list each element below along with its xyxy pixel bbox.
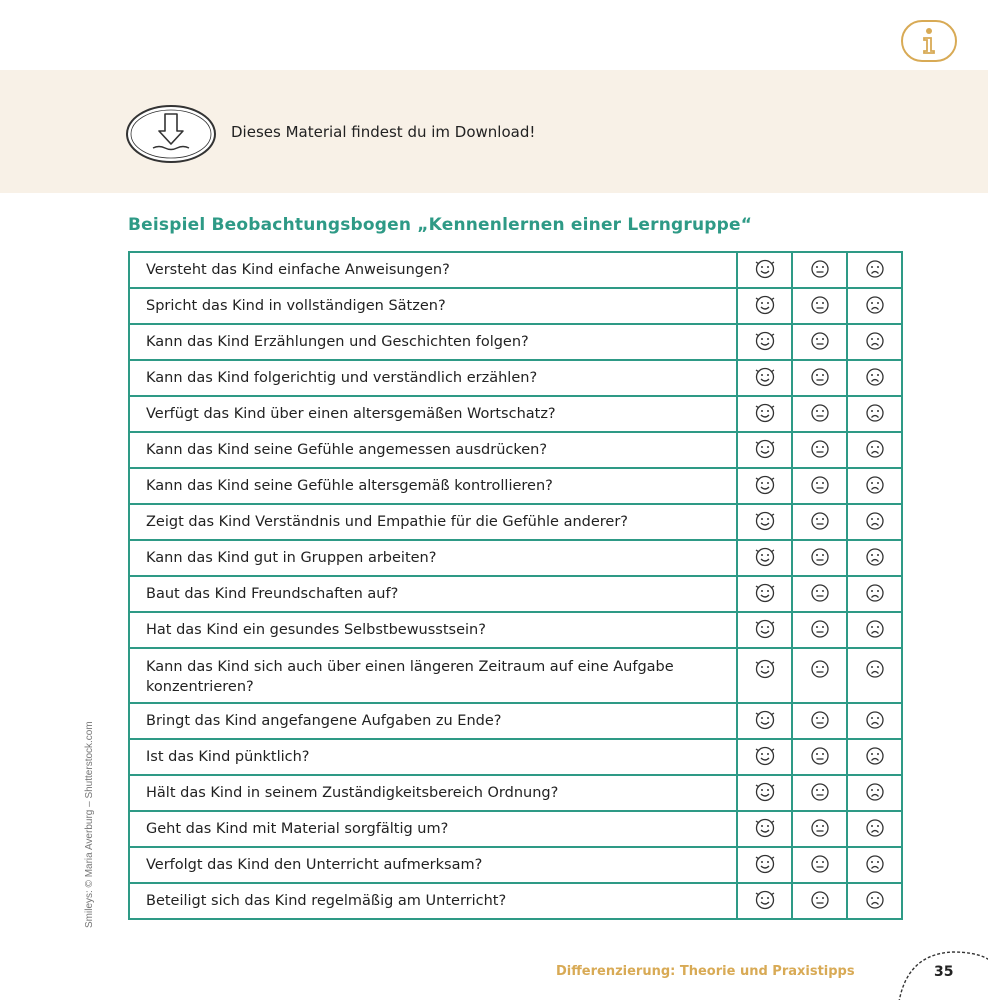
table-row [129, 432, 902, 468]
smiling-face-icon [753, 708, 777, 730]
smiling-face-icon [753, 365, 777, 387]
table-row [129, 739, 902, 775]
neutral-face-icon [808, 744, 832, 766]
neutral-face-icon [808, 257, 832, 279]
neutral-rating-cell[interactable] [792, 775, 847, 811]
question-cell: Kann das Kind Erzählungen und Geschichten folgen? [129, 324, 737, 360]
question-cell: Ist das Kind pünktlich? [129, 739, 737, 775]
table-row [129, 252, 902, 288]
smiling-face-icon [753, 509, 777, 531]
question-cell: Bringt das Kind angefangene Aufgaben zu Ende? [129, 703, 737, 739]
neutral-face-icon [808, 816, 832, 838]
question-cell: Zeigt das Kind Verständnis und Empathie für die Gefühle anderer? [129, 504, 737, 540]
happy-rating-cell[interactable] [737, 775, 792, 811]
info-badge [901, 20, 957, 62]
neutral-face-icon [808, 657, 832, 679]
sad-rating-cell[interactable] [847, 396, 902, 432]
neutral-rating-cell[interactable] [792, 324, 847, 360]
neutral-face-icon [808, 780, 832, 802]
neutral-rating-cell[interactable] [792, 612, 847, 648]
question-cell: Baut das Kind Freundschaften auf? [129, 576, 737, 612]
neutral-rating-cell[interactable] [792, 468, 847, 504]
frowning-face-icon [863, 473, 887, 495]
neutral-face-icon [808, 293, 832, 315]
frowning-face-icon [863, 852, 887, 874]
frowning-face-icon [863, 293, 887, 315]
table-row [129, 360, 902, 396]
neutral-face-icon [808, 473, 832, 495]
table-row [129, 324, 902, 360]
frowning-face-icon [863, 617, 887, 639]
frowning-face-icon [863, 708, 887, 730]
neutral-face-icon [808, 509, 832, 531]
sad-rating-cell[interactable] [847, 739, 902, 775]
question-cell: Kann das Kind seine Gefühle angemessen ausdrücken? [129, 432, 737, 468]
question-cell: Spricht das Kind in vollständigen Sätzen? [129, 288, 737, 324]
neutral-rating-cell[interactable] [792, 847, 847, 883]
smiling-face-icon [753, 401, 777, 423]
neutral-rating-cell[interactable] [792, 360, 847, 396]
download-note: Dieses Material findest du im Download! [231, 123, 536, 141]
table-row [129, 504, 902, 540]
question-cell: Hat das Kind ein gesundes Selbstbewusstsein? [129, 612, 737, 648]
neutral-face-icon [808, 852, 832, 874]
question-cell: Kann das Kind folgerichtig und verständlich erzählen? [129, 360, 737, 396]
sad-rating-cell[interactable] [847, 883, 902, 919]
neutral-rating-cell[interactable] [792, 648, 847, 703]
happy-rating-cell[interactable] [737, 432, 792, 468]
observation-table [128, 251, 903, 920]
info-icon [919, 27, 939, 55]
neutral-face-icon [808, 401, 832, 423]
happy-rating-cell[interactable] [737, 883, 792, 919]
smiling-face-icon [753, 581, 777, 603]
happy-rating-cell[interactable] [737, 811, 792, 847]
table-row [129, 811, 902, 847]
question-cell: Geht das Kind mit Material sorgfältig um? [129, 811, 737, 847]
frowning-face-icon [863, 329, 887, 351]
neutral-face-icon [808, 617, 832, 639]
neutral-rating-cell[interactable] [792, 883, 847, 919]
question-cell: Kann das Kind sich auch über einen längeren Zeitraum auf eine Aufgabe konzentrieren? [129, 648, 737, 703]
table-row [129, 468, 902, 504]
smiling-face-icon [753, 744, 777, 766]
smiling-face-icon [753, 257, 777, 279]
table-row [129, 883, 902, 919]
smiling-face-icon [753, 545, 777, 567]
happy-rating-cell[interactable] [737, 504, 792, 540]
frowning-face-icon [863, 657, 887, 679]
sad-rating-cell[interactable] [847, 360, 902, 396]
sad-rating-cell[interactable] [847, 540, 902, 576]
frowning-face-icon [863, 257, 887, 279]
neutral-face-icon [808, 708, 832, 730]
happy-rating-cell[interactable] [737, 360, 792, 396]
neutral-face-icon [808, 329, 832, 351]
sad-rating-cell[interactable] [847, 847, 902, 883]
sad-rating-cell[interactable] [847, 775, 902, 811]
frowning-face-icon [863, 816, 887, 838]
happy-rating-cell[interactable] [737, 540, 792, 576]
sad-rating-cell[interactable] [847, 468, 902, 504]
smiling-face-icon [753, 780, 777, 802]
happy-rating-cell[interactable] [737, 324, 792, 360]
happy-rating-cell[interactable] [737, 288, 792, 324]
sad-rating-cell[interactable] [847, 288, 902, 324]
happy-rating-cell[interactable] [737, 612, 792, 648]
smiling-face-icon [753, 657, 777, 679]
neutral-rating-cell[interactable] [792, 739, 847, 775]
question-cell: Verfügt das Kind über einen altersgemäßen Wortschatz? [129, 396, 737, 432]
neutral-face-icon [808, 437, 832, 459]
neutral-rating-cell[interactable] [792, 576, 847, 612]
footer-title: Differenzierung: Theorie und Praxistipps [556, 964, 855, 979]
happy-rating-cell[interactable] [737, 847, 792, 883]
frowning-face-icon [863, 744, 887, 766]
neutral-rating-cell[interactable] [792, 396, 847, 432]
neutral-rating-cell[interactable] [792, 252, 847, 288]
neutral-face-icon [808, 545, 832, 567]
sad-rating-cell[interactable] [847, 504, 902, 540]
smiling-face-icon [753, 888, 777, 910]
table-row [129, 703, 902, 739]
happy-rating-cell[interactable] [737, 703, 792, 739]
neutral-rating-cell[interactable] [792, 432, 847, 468]
image-credit: Smileys: © Maria Averburg – Shutterstock.com [84, 721, 95, 928]
question-cell: Kann das Kind seine Gefühle altersgemäß kontrollieren? [129, 468, 737, 504]
smiling-face-icon [753, 617, 777, 639]
neutral-rating-cell[interactable] [792, 540, 847, 576]
frowning-face-icon [863, 545, 887, 567]
download-arrow-icon [125, 104, 217, 164]
section-title: Beispiel Beobachtungsbogen „Kennenlernen einer Lerngruppe“ [128, 215, 753, 235]
table-row [129, 288, 902, 324]
neutral-rating-cell[interactable] [792, 703, 847, 739]
smiling-face-icon [753, 293, 777, 315]
table-row [129, 396, 902, 432]
neutral-face-icon [808, 888, 832, 910]
sad-rating-cell[interactable] [847, 612, 902, 648]
question-cell: Versteht das Kind einfache Anweisungen? [129, 252, 737, 288]
table-row [129, 576, 902, 612]
smiling-face-icon [753, 816, 777, 838]
table-row [129, 612, 902, 648]
neutral-face-icon [808, 581, 832, 603]
question-cell: Verfolgt das Kind den Unterricht aufmerksam? [129, 847, 737, 883]
frowning-face-icon [863, 509, 887, 531]
sad-rating-cell[interactable] [847, 648, 902, 703]
frowning-face-icon [863, 437, 887, 459]
frowning-face-icon [863, 888, 887, 910]
frowning-face-icon [863, 581, 887, 603]
frowning-face-icon [863, 401, 887, 423]
frowning-face-icon [863, 365, 887, 387]
table-row [129, 775, 902, 811]
question-cell: Hält das Kind in seinem Zuständigkeitsbereich Ordnung? [129, 775, 737, 811]
sad-rating-cell[interactable] [847, 252, 902, 288]
table-row [129, 540, 902, 576]
table-row [129, 648, 902, 703]
smiling-face-icon [753, 329, 777, 351]
happy-rating-cell[interactable] [737, 739, 792, 775]
sad-rating-cell[interactable] [847, 703, 902, 739]
happy-rating-cell[interactable] [737, 576, 792, 612]
neutral-rating-cell[interactable] [792, 288, 847, 324]
smiling-face-icon [753, 473, 777, 495]
neutral-rating-cell[interactable] [792, 504, 847, 540]
smiling-face-icon [753, 437, 777, 459]
sad-rating-cell[interactable] [847, 324, 902, 360]
page-number: 35 [934, 964, 954, 980]
sad-rating-cell[interactable] [847, 811, 902, 847]
smiling-face-icon [753, 852, 777, 874]
happy-rating-cell[interactable] [737, 468, 792, 504]
question-cell: Kann das Kind gut in Gruppen arbeiten? [129, 540, 737, 576]
neutral-rating-cell[interactable] [792, 811, 847, 847]
question-cell: Beteiligt sich das Kind regelmäßig am Unterricht? [129, 883, 737, 919]
happy-rating-cell[interactable] [737, 648, 792, 703]
sad-rating-cell[interactable] [847, 432, 902, 468]
frowning-face-icon [863, 780, 887, 802]
happy-rating-cell[interactable] [737, 252, 792, 288]
happy-rating-cell[interactable] [737, 396, 792, 432]
sad-rating-cell[interactable] [847, 576, 902, 612]
neutral-face-icon [808, 365, 832, 387]
table-row [129, 847, 902, 883]
